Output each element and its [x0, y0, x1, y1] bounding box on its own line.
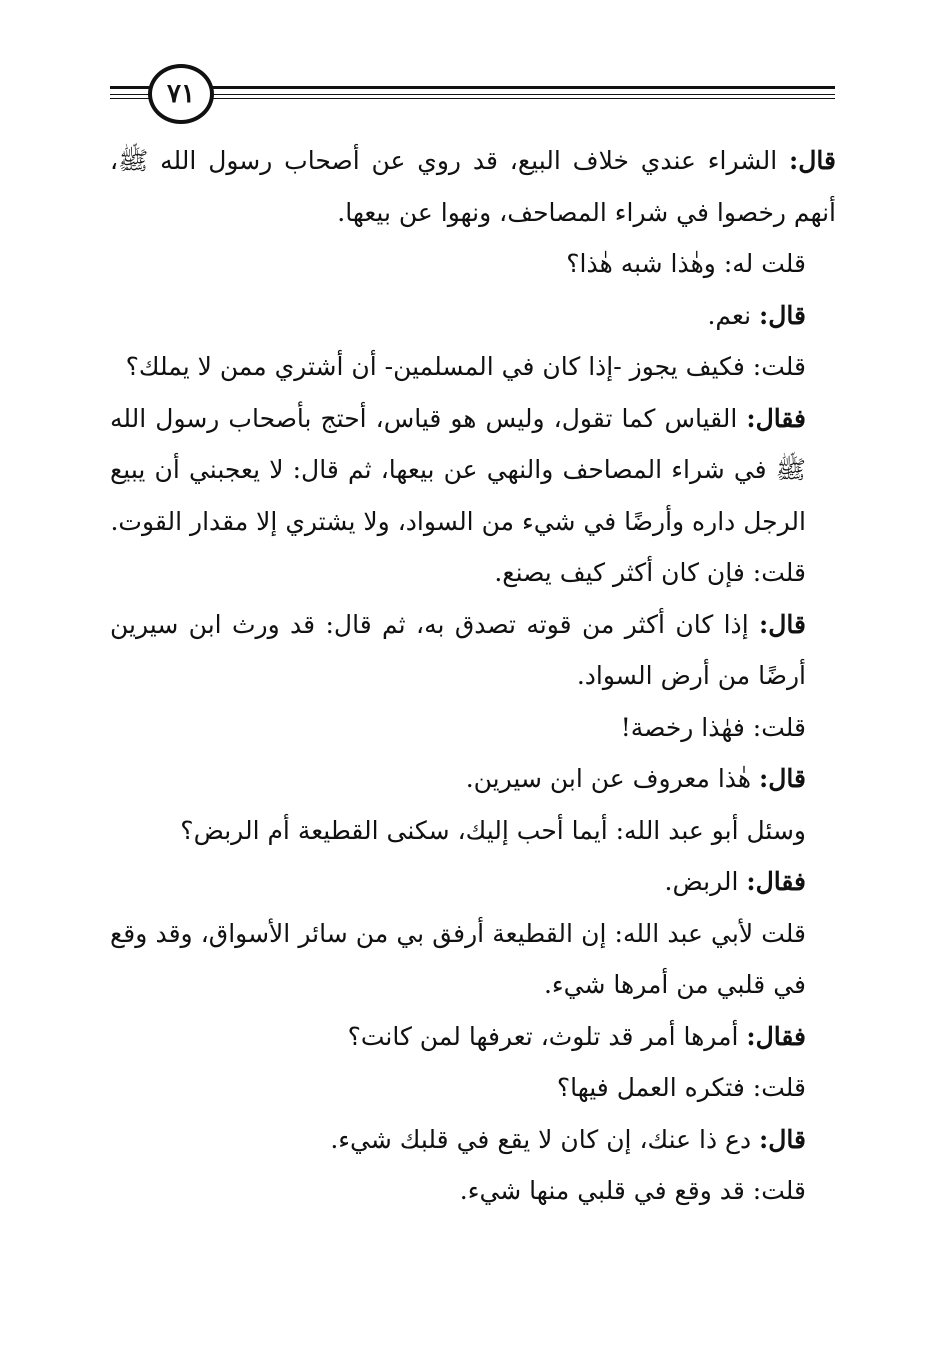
speaker-label: قال:: [759, 609, 806, 639]
page-body: [110, 135, 836, 1217]
paragraph-text: فكيف يجوز -إذا كان في المسلمين- أن أشتري ممن لا يملك؟: [125, 352, 753, 381]
paragraph: [110, 753, 836, 805]
paragraph-text: لأبي عبد الله: إن القطيعة أرفق بي من سائر الأسواق، وقد وقع في قلبي من أمرها شيء.: [110, 918, 806, 999]
paragraph-text: فهٰذا رخصة!: [620, 712, 753, 742]
paragraph: [110, 135, 836, 238]
paragraph: [110, 393, 836, 548]
speaker-label: فقال:: [746, 403, 806, 433]
speaker-label: قلت:: [752, 1073, 806, 1102]
header-rule-thin: [110, 94, 835, 95]
speaker-label: قلت:: [752, 1176, 806, 1205]
paragraph-text: القياس كما تقول، وليس هو قياس، أحتج بأصحاب رسول الله ﷺ في شراء المصاحف والنهي عن بيعها، ثم قال: لا يعجبني أن يبيع الرجل داره وأرضًا في شيء من السواد، ولا يشتري إلا مقدار القوت.: [110, 403, 806, 536]
paragraph-text: الربض.: [664, 867, 747, 896]
speaker-label: قلت له:: [723, 249, 806, 278]
speaker-label: فقال:: [746, 867, 806, 896]
paragraph: [110, 238, 836, 290]
page-header: [110, 60, 835, 132]
speaker-label: فقال:: [746, 1021, 806, 1051]
speaker-label: قال:: [759, 1124, 806, 1154]
speaker-label: قلت:: [752, 712, 806, 742]
page-number: ٧١: [148, 64, 214, 124]
paragraph: [110, 856, 836, 908]
speaker-label: قال:: [759, 300, 806, 330]
paragraph: [110, 1165, 836, 1217]
paragraph: [110, 547, 836, 599]
paragraph: [110, 599, 836, 702]
speaker-label: قال:: [759, 764, 806, 793]
paragraph: [110, 341, 836, 393]
paragraph: [110, 702, 836, 754]
paragraph-text: أمرها أمر قد تلوث، تعرفها لمن كانت؟: [347, 1021, 747, 1051]
paragraph-text: نعم.: [707, 300, 760, 330]
speaker-label: قال:: [789, 146, 836, 175]
paragraph-text: قد وقع في قلبي منها شيء.: [459, 1176, 753, 1205]
paragraph-text: وهٰذا شبه هٰذا؟: [566, 249, 724, 278]
paragraph: [110, 908, 836, 1011]
speaker-label: قلت:: [752, 558, 806, 587]
paragraph: [110, 1114, 836, 1166]
header-rule-thick: [110, 86, 835, 89]
paragraph: [110, 1011, 836, 1063]
paragraph: [110, 1062, 836, 1114]
paragraph-text: هٰذا معروف عن ابن سيرين.: [465, 764, 760, 793]
header-rule-thin-lower: [110, 98, 835, 99]
paragraph-text: فتكره العمل فيها؟: [556, 1073, 753, 1102]
paragraph-text: وسئل أبو عبد الله: أيما أحب إليك، سكنى القطيعة أم الربض؟: [180, 815, 806, 845]
paragraph: [110, 290, 836, 342]
paragraph-text: الشراء عندي خلاف البيع، قد روي عن أصحاب رسول الله ﷺ، أنهم رخصوا في شراء المصاحف، ونهوا عن بيعها.: [110, 146, 836, 227]
paragraph-text: دع ذا عنك، إن كان لا يقع في قلبك شيء.: [330, 1124, 760, 1154]
paragraph: [110, 805, 836, 857]
speaker-label: قلت:: [752, 352, 806, 381]
speaker-label: قلت: [761, 918, 806, 948]
paragraph-text: فإن كان أكثر كيف يصنع.: [494, 558, 753, 587]
paragraph-text: إذا كان أكثر من قوته تصدق به، ثم قال: قد ورث ابن سيرين أرضًا من أرض السواد.: [110, 609, 806, 690]
